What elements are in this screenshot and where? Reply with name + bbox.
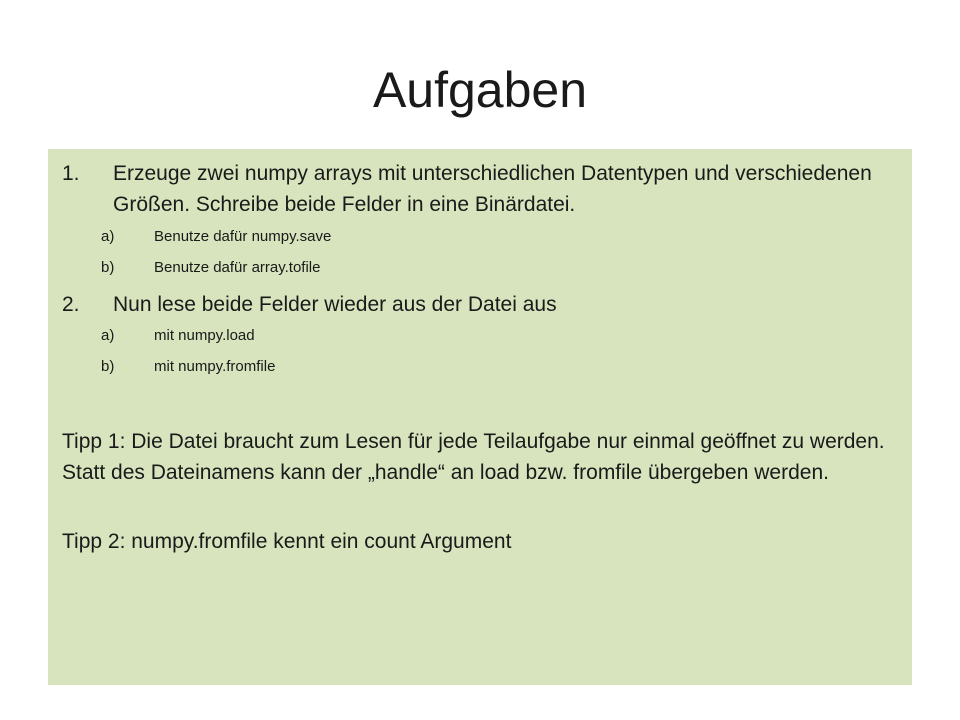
- task-1: [48, 158, 912, 220]
- subtask-letter: b): [101, 358, 115, 375]
- task-2-text: Nun lese beide Felder wieder aus der Datei aus: [113, 293, 557, 316]
- task-2-subtask-a: [48, 326, 912, 346]
- content-box: [48, 149, 912, 685]
- task-2-number: 2.: [62, 293, 80, 316]
- task-2-subtask-b: [48, 357, 912, 377]
- slide-title: Aufgaben: [372, 62, 588, 118]
- subtask-text: Benutze dafür array.tofile: [154, 259, 321, 276]
- subtask-text: mit numpy.load: [154, 327, 255, 344]
- subtask-letter: b): [101, 259, 115, 276]
- subtask-letter: a): [101, 228, 115, 245]
- task-2: [48, 289, 912, 320]
- task-1-number: 1.: [62, 162, 80, 185]
- tip-2: Tipp 2: numpy.fromfile kennt ein count Argument: [62, 530, 512, 553]
- task-1-text: Erzeuge zwei numpy arrays mit unterschiedlichen Datentypen und verschiedenen Größen. Schreibe beide Felder in eine Binärdatei.: [113, 162, 872, 216]
- tip-1: Tipp 1: Die Datei braucht zum Lesen für jede Teilaufgabe nur einmal geöffnet zu werden. Statt des Dateinamens kann der „handle“ an load bzw. fromfile übergeben werden.: [62, 430, 885, 484]
- subtask-text: mit numpy.fromfile: [154, 358, 276, 375]
- subtask-text: Benutze dafür numpy.save: [154, 228, 332, 245]
- task-1-subtask-a: [48, 227, 912, 247]
- subtask-letter: a): [101, 327, 115, 344]
- task-1-subtask-b: [48, 258, 912, 278]
